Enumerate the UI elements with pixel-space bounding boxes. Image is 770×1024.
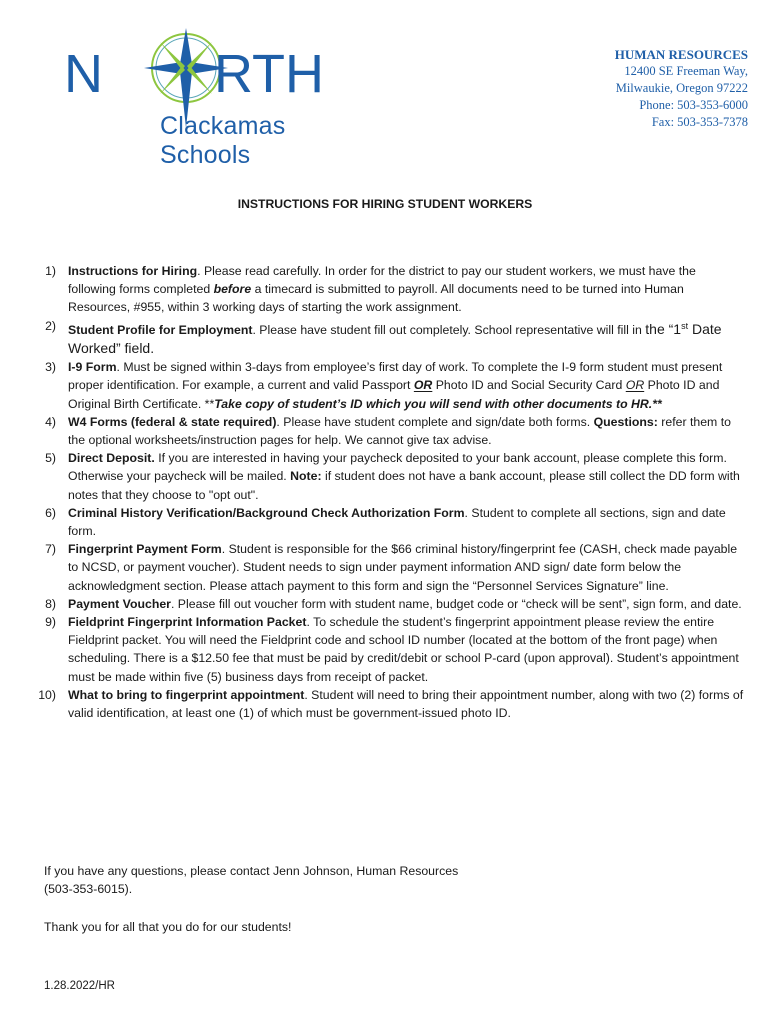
document-title: INSTRUCTIONS FOR HIRING STUDENT WORKERS [237, 197, 533, 211]
list-item: 9) Fieldprint Fingerprint Information Packet. To schedule the student’s fingerprint appointment please review the entire Fieldprint packet. You will need the Fieldprint code and school ID number (located at the bottom of the front page) when scheduling. There is a $12.50 fee that must be paid by credit/debit or school P-card (upon approval). Student’s appointment must be made within five (5) business days from receipt of packet. [45, 614, 739, 684]
list-item: 1) Instructions for Hiring. Please read carefully. In order for the district to pay our student workers, we must have the following forms completed before a timecard is submitted to payroll. All documents need to be turned into Human Resources, #955, within 3 working days of starting the work assignment. [45, 264, 696, 315]
contact-line-1: If you have any questions, please contact Jenn Johnson, Human Resources [44, 864, 459, 878]
instruction-list [24, 262, 744, 722]
address-line-2: Milwaukie, Oregon 97222 [615, 81, 748, 95]
hr-title: HUMAN RESOURCES [614, 47, 748, 62]
list-item: 4) W4 Forms (federal & state required). Please have student complete and sign/date both forms. Questions: refer them to the optional worksheets/instruction pages for help. We cannot give tax advise. [45, 414, 731, 447]
document-revision-code: 1.28.2022/HR [44, 980, 115, 992]
list-item: 10) What to bring to fingerprint appointment. Student will need to bring their appointment number, along with two (2) forms of valid identification, at least one (1) of which must be government-issued photo ID. [38, 687, 744, 720]
list-item: 7) Fingerprint Payment Form. Student is responsible for the $66 criminal history/fingerprint fee (CASH, check made payable to NCSD, or payment voucher). Student needs to sign under payment information AND sign/ date form below the acknowledgment section. Please attach payment to this form and sign the “Personnel Services Signature” line. [45, 542, 738, 593]
svg-text:RTH: RTH [214, 44, 325, 104]
list-item: 5) Direct Deposit. If you are interested in having your paycheck deposited to your bank account, please complete this form. Otherwise your paycheck will be mailed. Note: if student does not have a bank account, please still collect the DD form with notes that they choose to "opt out". [45, 451, 740, 502]
contact-line-2: (503-353-6015). [44, 882, 133, 897]
logo-subtitle: Clackamas Schools [160, 112, 286, 169]
list-item: 2) Student Profile for Employment. Please have student fill out completely. School representative will fill in the “1st Date Worked” field. [45, 318, 722, 356]
list-item: 8) Payment Voucher. Please fill out voucher form with student name, budget code or “check will be sent”, sign form, and date. [45, 596, 742, 611]
phone-number: Phone: 503-353-6000 [639, 98, 748, 112]
list-item: 3) I-9 Form. Must be signed within 3-days from employee’s first day of work. To complete the I-9 form student must present proper identification. For example, a current and valid Passport OR Photo ID and Social Security Card OR Photo ID and Original Birth Certificate. **Take copy of student’s ID which you will send with other documents to HR.** [45, 360, 723, 411]
svg-text:N: N [64, 44, 103, 104]
thank-you-text: Thank you for all that you do for our students! [44, 920, 292, 934]
district-logo [64, 24, 364, 169]
hr-contact-block [615, 46, 748, 131]
address-line-1: 12400 SE Freeman Way, [624, 64, 748, 78]
contact-paragraph [44, 862, 458, 898]
fax-number: Fax: 503-353-7378 [651, 115, 748, 129]
list-item: 6) Criminal History Verification/Background Check Authorization Form. Student to complete all sections, sign and date form. [45, 505, 726, 538]
